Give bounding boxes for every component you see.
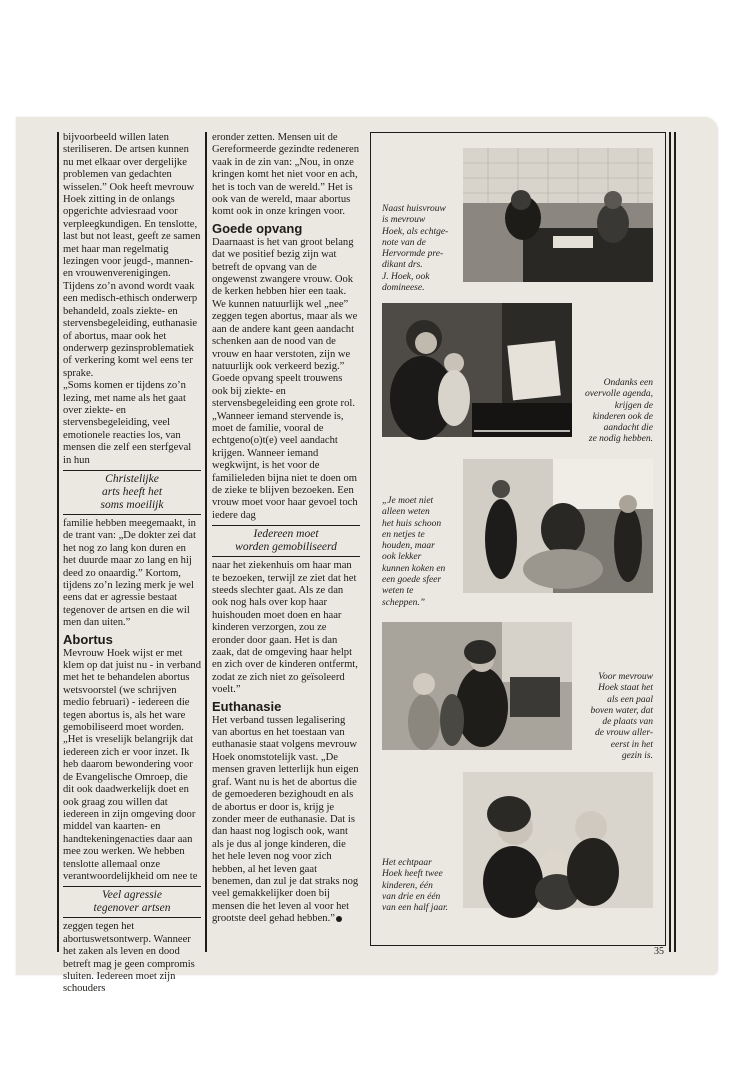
text-column-1 xyxy=(57,132,201,995)
paragraph: „Soms komen er tijdens zo’n lezing, met name als het gaat over ziekte- en stervensbegeleiding, veel emotionele reacties los, van mensen die zelf een sterfgeval in hun xyxy=(63,380,192,466)
pull-quote: Iedereen moet worden gemobiliseerd xyxy=(212,525,360,557)
section-heading: Euthanasie xyxy=(212,698,282,714)
photo-caption: Ondanks een overvolle agenda, krijgen de kinderen ook de aandacht die ze nodig hebben. xyxy=(584,378,653,445)
column-divider xyxy=(674,132,676,952)
photo-mother-children xyxy=(382,622,572,750)
paragraph: Goede opvang speelt trouwens ook bij ziekte- en stervensbegeleiding een grote rol. „Wanneer iemand stervende is, moet de familie, vooral de echtgeno(o)t(e) veel aandacht krijgen. Wanneer iemand wegkwijnt, is het voor de familieleden bijna niet te doen om de zieke te blijven bezoeken. Een vrouw moet voor haar gevoel toch iedere dag xyxy=(212,373,358,521)
paragraph: zeggen tegen het abortuswetsontwerp. Wanneer het zaken als leven en dood betreft mag je geen compromis sluiten. Iedereen moet zijn schouders xyxy=(63,921,195,995)
paragraph: naar het ziekenhuis om haar man te bezoeken, terwijl ze ziet dat het steeds slechter gaat. Als ze dan ook nog hals over kop haar huishouden moet doen en haar kinderen verzorgen, zou ze eronder door gaan. Het is dan zaak, dat de omgeving haar helpt en zich over de kinderen ontfermt, zodat ze zich niet zo geïsoleerd voelt.” xyxy=(212,560,358,696)
section-heading: Abortus xyxy=(63,631,113,647)
photo-caption: „Je moet niet alleen weten het huis schoon en netjes te houden, maar ook lekker kunnen koken en een goede sfeer weten te scheppen.” xyxy=(382,496,446,608)
text-column-2 xyxy=(212,132,360,952)
photo-kitchen-table xyxy=(463,148,653,282)
paragraph: Daarnaast is het van groot belang dat we positief bezig zijn wat betreft de opvang van de ongewenst zwangere vrouw. Ook de kerken hebben hier een taak. We kunnen natuurlijk wel „nee” zeggen tegen abortus, maar als we aan de andere kant geen aandacht schenken aan de nood van de vrouw en haar verstoten, zijn we natuurlijk ook verkeerd bezig.” xyxy=(212,236,358,372)
paragraph: familie hebben meegemaakt, in de trant van: „De dokter zei dat het nog zo lang kon duren en het duurde maar zo lang en hij deed zo onaardig.” Kortom, tijdens zo’n lezing merk je wel eens dat er agressie bestaat tegenover de artsen en die wil men dan uiten.” xyxy=(63,517,196,629)
photo-kitchen-cooking xyxy=(463,459,653,593)
paragraph: eronder zetten. Mensen uit de Gereformeerde gezindte redeneren vaak in de zin van: „Nou, in onze kringen komt het niet voor en ach, het is toch van de wereld.” Het is ook van de wereld, maar abortus komt ook in onze kringen voor. xyxy=(212,132,360,218)
end-bullet-icon xyxy=(336,916,342,922)
column-divider xyxy=(669,132,671,952)
page-number: 35 xyxy=(654,946,664,957)
photo-family-portrait xyxy=(463,772,653,908)
column-divider xyxy=(205,132,207,952)
photo-piano xyxy=(382,303,572,437)
pull-quote: Veel agressie tegenover artsen xyxy=(63,886,201,918)
paragraph: Mevrouw Hoek wijst er met klem op dat juist nu - in verband met het te behandelen abortus wetsvoorstel (we schrijven medio februari) - iedereen die tegen abortus is, als het ware gemobiliseerd moet worden. „Het is vreselijk belangrijk dat iedereen zich er voor inzet. Ik heb daarom bewondering voor de Evangelische Omroep, die dit ook daadwerkelijk doet en ook graag zou willen dat iedereen in zijn omgeving door middel van kaarten- en handtekeningenacties daar aan mee zou werken. We hebben tenslotte allemaal onze verantwoordelijkheid om nee te xyxy=(63,647,201,882)
paragraph: Het verband tussen legalisering van abortus en het toestaan van euthanasie staat volgens mevrouw Hoek onomstotelijk vast. „De mensen graven letterlijk hun eigen graf. Want nu is het de abortus die de gemoederen bezighoudt en als de abortus er door is, krijg je zonder meer de euthanasie. Dat is dan haast nog logisch ook, want als je dus al jonge kinderen, die het hele leven nog voor zich hebben, al het leven gaat benemen, dan zul je dat straks nog veel gemakkelijker doen bij mensen die het leven al voor het grootste deel gehad hebben.” xyxy=(212,714,359,925)
photo-caption: Naast huisvrouw is mevrouw Hoek, als echtge- note van de Hervormde pre- dikant drs. J. Hoek, ook domineese. xyxy=(382,204,449,294)
pull-quote: Christelijke arts heeft het soms moeilijk xyxy=(63,470,201,515)
section-heading: Goede opvang xyxy=(212,220,303,236)
paragraph: bijvoorbeeld willen laten steriliseren. De artsen kunnen nu met elkaar over dergelijke problemen van gedachten wisselen.” Ook heeft mevrouw Hoek zitting in de onlangs opgerichte adviesraad voor verpleegkundigen. En tenslotte, last but not least, geeft ze samen met haar man regelmatig lezingen voor jeugd-, mannen- en vrouwenverenigingen. Tijdens zo’n avond wordt vaak een medisch-ethisch onderwerp behandeld, zoals ziekte- en stervensbegeleiding, euthanasie of abortus, maar ook het onderwerp gezinsproblematiek of verkering komt wel eens ter sprake. xyxy=(63,132,201,379)
photo-caption: Het echtpaar Hoek heeft twee kinderen, één van drie en één van een half jaar. xyxy=(382,858,448,914)
photo-caption: Voor mevrouw Hoek staat het als een paal boven water, dat de plaats van de vrouw aller- eerst in het gezin is. xyxy=(590,672,653,762)
